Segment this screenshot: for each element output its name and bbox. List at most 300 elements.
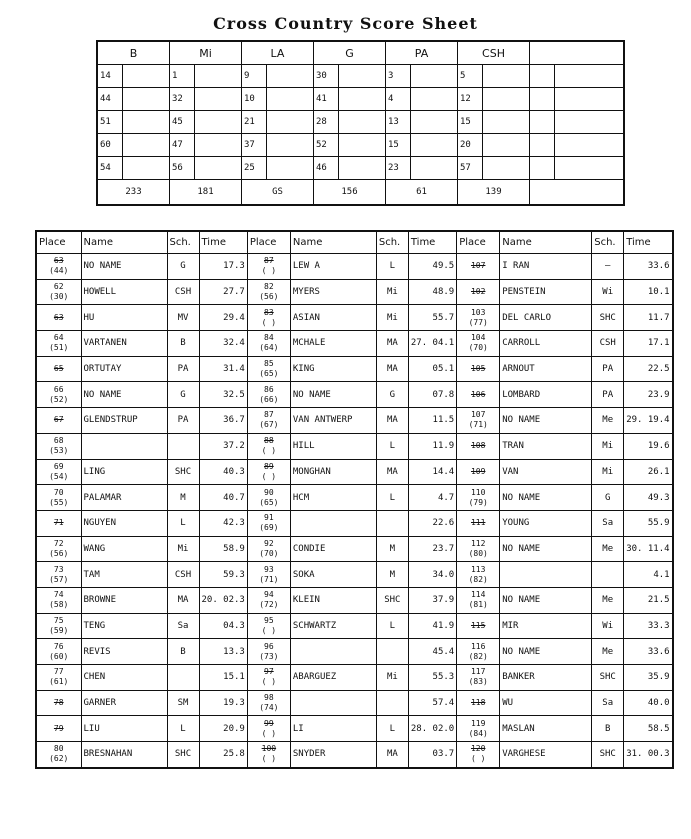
school-code: B xyxy=(167,331,199,357)
finish-time: 49.3 xyxy=(624,485,673,511)
place-cell xyxy=(457,536,500,562)
team-place-blank xyxy=(411,111,458,134)
place-number: 109 xyxy=(470,466,486,476)
finish-time: 31.4 xyxy=(199,356,247,382)
place-cell xyxy=(36,742,81,768)
team-place-number: (65) xyxy=(259,497,279,507)
school-code: MA xyxy=(376,742,408,768)
place-number: 117 xyxy=(470,667,486,677)
place-cell xyxy=(457,690,500,716)
place-number: 87 xyxy=(264,410,274,420)
place-cell xyxy=(457,254,500,280)
place-number: 99 xyxy=(264,718,274,728)
team-place-number: (84) xyxy=(468,728,488,738)
team-code-csh: CSH xyxy=(458,41,530,65)
place-number: 92 xyxy=(264,538,274,548)
team-place-number: (65) xyxy=(259,369,279,379)
place-cell xyxy=(247,459,290,485)
school-code: M xyxy=(167,485,199,511)
team-place-blank xyxy=(123,134,170,157)
school-code: L xyxy=(167,716,199,742)
team-place-number: (83) xyxy=(468,677,488,687)
runner-name: NO NAME xyxy=(81,382,167,408)
school-code: MA xyxy=(376,331,408,357)
finish-time: 48.9 xyxy=(408,279,456,305)
team-place-blank xyxy=(195,134,242,157)
finish-time: 35.9 xyxy=(624,665,673,691)
place-cell xyxy=(247,562,290,588)
header-sch: Sch. xyxy=(167,231,199,254)
school-code: PA xyxy=(592,382,624,408)
school-code: MA xyxy=(376,356,408,382)
team-total xyxy=(530,180,625,206)
team-score-table xyxy=(96,40,625,206)
school-code: G xyxy=(376,382,408,408)
school-code: L xyxy=(376,613,408,639)
team-place: 32 xyxy=(170,88,195,111)
team-place: 15 xyxy=(458,111,483,134)
school-code: SHC xyxy=(592,742,624,768)
place-cell xyxy=(457,433,500,459)
runner-name: MYERS xyxy=(290,279,376,305)
team-place-blank xyxy=(483,88,530,111)
place-number: 97 xyxy=(264,667,274,677)
runner-name: I RAN xyxy=(500,254,592,280)
place-cell xyxy=(36,665,81,691)
school-code: Mi xyxy=(376,279,408,305)
place-number: 84 xyxy=(264,333,274,343)
team-code-mi: Mi xyxy=(170,41,242,65)
finish-time: 55.9 xyxy=(624,510,673,536)
runner-name: SNYDER xyxy=(290,742,376,768)
place-number: 76 xyxy=(53,641,64,651)
runner-name: MONGHAN xyxy=(290,459,376,485)
result-row xyxy=(36,408,673,434)
team-place: 46 xyxy=(314,157,339,180)
team-place-blank xyxy=(555,111,625,134)
team-place: 10 xyxy=(242,88,267,111)
place-cell xyxy=(457,356,500,382)
finish-time: 58.5 xyxy=(624,716,673,742)
team-place-number: (30) xyxy=(49,292,69,302)
runner-name: VAN xyxy=(500,459,592,485)
team-place-number: (44) xyxy=(49,266,69,276)
place-number: 88 xyxy=(264,436,274,446)
runner-name: NGUYEN xyxy=(81,510,167,536)
team-place: 4 xyxy=(386,88,411,111)
finish-time: 20.9 xyxy=(199,716,247,742)
finish-time: 23.9 xyxy=(624,382,673,408)
team-place-number: (81) xyxy=(468,600,488,610)
place-cell xyxy=(457,742,500,768)
team-place-number: ( ) xyxy=(261,446,277,456)
results-header-row xyxy=(36,231,673,254)
result-row xyxy=(36,433,673,459)
team-place-number: (82) xyxy=(468,574,488,584)
runner-name: NO NAME xyxy=(500,536,592,562)
school-code: L xyxy=(376,485,408,511)
result-row xyxy=(36,587,673,613)
team-place-blank xyxy=(483,65,530,88)
runner-name: ASIAN xyxy=(290,305,376,331)
team-place-row xyxy=(97,134,624,157)
team-place-blank xyxy=(195,65,242,88)
team-place-number: (64) xyxy=(259,343,279,353)
finish-time: 17.3 xyxy=(199,254,247,280)
finish-time: 17.1 xyxy=(624,331,673,357)
finish-time: 41.9 xyxy=(408,613,456,639)
runner-name: BANKER xyxy=(500,665,592,691)
result-row xyxy=(36,716,673,742)
place-cell xyxy=(457,613,500,639)
team-place-number: (79) xyxy=(468,497,488,507)
runner-name: YOUNG xyxy=(500,510,592,536)
school-code xyxy=(592,562,624,588)
runner-name xyxy=(290,690,376,716)
team-place-number: (70) xyxy=(468,343,488,353)
team-place-blank xyxy=(555,88,625,111)
finish-time: 21.5 xyxy=(624,587,673,613)
runner-name: CHEN xyxy=(81,665,167,691)
team-place-blank xyxy=(195,88,242,111)
team-place-blank xyxy=(267,134,314,157)
place-number: 95 xyxy=(264,615,274,625)
place-number: 119 xyxy=(470,718,486,728)
place-number: 66 xyxy=(53,384,64,394)
runner-name xyxy=(290,639,376,665)
finish-time: 19.6 xyxy=(624,433,673,459)
place-number: 65 xyxy=(53,364,64,374)
team-place-blank xyxy=(123,65,170,88)
place-cell xyxy=(36,536,81,562)
finish-time: 07.8 xyxy=(408,382,456,408)
finish-time: 4.1 xyxy=(624,562,673,588)
school-code: CSH xyxy=(592,331,624,357)
place-cell xyxy=(247,485,290,511)
team-place: 52 xyxy=(314,134,339,157)
place-cell xyxy=(36,639,81,665)
school-code: Sa xyxy=(592,690,624,716)
team-place: 23 xyxy=(386,157,411,180)
place-number: 120 xyxy=(470,744,486,754)
place-number: 96 xyxy=(264,641,274,651)
place-number: 63 xyxy=(53,256,64,266)
team-place: 13 xyxy=(386,111,411,134)
school-code: L xyxy=(376,716,408,742)
school-code: MA xyxy=(167,587,199,613)
school-code: SHC xyxy=(376,587,408,613)
place-number: 116 xyxy=(470,641,486,651)
finish-time: 58.9 xyxy=(199,536,247,562)
team-place-blank xyxy=(123,88,170,111)
team-code-g: G xyxy=(314,41,386,65)
school-code: SHC xyxy=(592,305,624,331)
place-number: 79 xyxy=(53,723,64,733)
header-place: Place xyxy=(247,231,290,254)
team-score-body xyxy=(97,65,624,206)
school-code: Wi xyxy=(592,613,624,639)
place-cell xyxy=(247,331,290,357)
finish-time: 55.7 xyxy=(408,305,456,331)
runner-name: NO NAME xyxy=(500,639,592,665)
header-sch: Sch. xyxy=(592,231,624,254)
school-code: M xyxy=(376,536,408,562)
finish-time: 33.6 xyxy=(624,254,673,280)
school-code xyxy=(376,510,408,536)
team-place-number: (61) xyxy=(49,677,69,687)
runner-name: NO NAME xyxy=(81,254,167,280)
school-code: Me xyxy=(592,536,624,562)
place-number: 86 xyxy=(264,384,274,394)
place-cell xyxy=(457,382,500,408)
team-place-number: (66) xyxy=(259,394,279,404)
place-cell xyxy=(247,665,290,691)
place-number: 91 xyxy=(264,513,274,523)
team-place-blank xyxy=(483,157,530,180)
school-code: PA xyxy=(167,356,199,382)
result-row xyxy=(36,305,673,331)
place-cell xyxy=(36,408,81,434)
team-place-blank xyxy=(483,134,530,157)
finish-time: 19.3 xyxy=(199,690,247,716)
school-code: MA xyxy=(376,459,408,485)
finish-time: 40.3 xyxy=(199,459,247,485)
place-number: 90 xyxy=(264,487,274,497)
place-cell xyxy=(36,356,81,382)
place-cell xyxy=(457,639,500,665)
runner-name: VARGHESE xyxy=(500,742,592,768)
team-place xyxy=(530,88,555,111)
finish-time: 32.4 xyxy=(199,331,247,357)
finish-time: 27.7 xyxy=(199,279,247,305)
place-number: 100 xyxy=(261,744,277,754)
team-place-number: (69) xyxy=(259,523,279,533)
runner-name: NO NAME xyxy=(500,485,592,511)
result-row xyxy=(36,690,673,716)
place-number: 110 xyxy=(470,487,486,497)
team-place-row xyxy=(97,65,624,88)
place-cell xyxy=(247,716,290,742)
runner-name: KLEIN xyxy=(290,587,376,613)
team-header-row xyxy=(97,41,624,65)
place-cell xyxy=(36,331,81,357)
team-place: 44 xyxy=(97,88,123,111)
result-row xyxy=(36,742,673,768)
team-place: 12 xyxy=(458,88,483,111)
place-cell xyxy=(247,510,290,536)
place-cell xyxy=(36,613,81,639)
team-place-number: ( ) xyxy=(261,625,277,635)
results-body xyxy=(36,254,673,768)
team-place-number: (71) xyxy=(259,574,279,584)
team-place-number: (62) xyxy=(49,754,69,764)
result-row xyxy=(36,331,673,357)
school-code: Mi xyxy=(592,459,624,485)
place-number: 107 xyxy=(470,410,486,420)
place-number: 74 xyxy=(53,590,64,600)
team-place xyxy=(530,134,555,157)
runner-name: LOMBARD xyxy=(500,382,592,408)
place-number: 68 xyxy=(53,436,64,446)
runner-name: KING xyxy=(290,356,376,382)
team-place-blank xyxy=(339,157,386,180)
result-row xyxy=(36,279,673,305)
runner-name: LI xyxy=(290,716,376,742)
place-cell xyxy=(457,562,500,588)
team-place-number: (80) xyxy=(468,548,488,558)
place-number: 89 xyxy=(264,461,274,471)
finish-time: 40.7 xyxy=(199,485,247,511)
team-total: 156 xyxy=(314,180,386,206)
runner-name: BROWNE xyxy=(81,587,167,613)
team-place-number: ( ) xyxy=(470,754,486,764)
result-row xyxy=(36,485,673,511)
team-place xyxy=(530,111,555,134)
finish-time: 11.7 xyxy=(624,305,673,331)
place-number: 71 xyxy=(53,518,64,528)
place-cell xyxy=(36,587,81,613)
team-place-blank xyxy=(267,157,314,180)
team-place: 47 xyxy=(170,134,195,157)
place-number: 113 xyxy=(470,564,486,574)
place-number: 102 xyxy=(470,287,486,297)
team-place-number: (73) xyxy=(259,651,279,661)
place-cell xyxy=(36,279,81,305)
runner-name: GLENDSTRUP xyxy=(81,408,167,434)
team-place-number: ( ) xyxy=(261,754,277,764)
result-row xyxy=(36,665,673,691)
team-total: 181 xyxy=(170,180,242,206)
team-place-number: (72) xyxy=(259,600,279,610)
finish-time: 26.1 xyxy=(624,459,673,485)
header-name: Name xyxy=(81,231,167,254)
place-cell xyxy=(247,279,290,305)
result-row xyxy=(36,510,673,536)
place-number: 67 xyxy=(53,415,64,425)
finish-time: 29. 19.4 xyxy=(624,408,673,434)
finish-time: 20. 02.3 xyxy=(199,587,247,613)
place-number: 63 xyxy=(53,312,64,322)
place-number: 70 xyxy=(53,487,64,497)
school-code xyxy=(376,639,408,665)
team-code-la: LA xyxy=(242,41,314,65)
school-code: PA xyxy=(167,408,199,434)
finish-time: 40.0 xyxy=(624,690,673,716)
place-cell xyxy=(457,408,500,434)
header-time: Time xyxy=(624,231,673,254)
finish-time: 10.1 xyxy=(624,279,673,305)
place-cell xyxy=(247,382,290,408)
team-place-blank xyxy=(483,111,530,134)
team-place-blank xyxy=(339,65,386,88)
finish-time: 14.4 xyxy=(408,459,456,485)
team-place-number: ( ) xyxy=(261,471,277,481)
runner-name: HU xyxy=(81,305,167,331)
runner-name: BRESNAHAN xyxy=(81,742,167,768)
runner-name: PALAMAR xyxy=(81,485,167,511)
finish-time: 22.5 xyxy=(624,356,673,382)
finish-time: 37.2 xyxy=(199,433,247,459)
runner-name: SOKA xyxy=(290,562,376,588)
team-place-number: (56) xyxy=(259,292,279,302)
team-place-number: ( ) xyxy=(261,317,277,327)
place-number: 80 xyxy=(53,744,64,754)
school-code: PA xyxy=(592,356,624,382)
team-place-blank xyxy=(555,157,625,180)
place-cell xyxy=(36,382,81,408)
team-place-blank xyxy=(195,157,242,180)
place-number: 98 xyxy=(264,693,274,703)
place-number: 77 xyxy=(53,667,64,677)
team-place: 54 xyxy=(97,157,123,180)
place-cell xyxy=(247,613,290,639)
place-number: 62 xyxy=(53,282,64,292)
finish-time: 33.6 xyxy=(624,639,673,665)
result-row xyxy=(36,356,673,382)
team-place-number: (57) xyxy=(49,574,69,584)
team-place: 57 xyxy=(458,157,483,180)
school-code: M xyxy=(376,562,408,588)
runner-name: NO NAME xyxy=(500,408,592,434)
school-code xyxy=(167,665,199,691)
team-place: 9 xyxy=(242,65,267,88)
place-number: 114 xyxy=(470,590,486,600)
place-number: 82 xyxy=(264,282,274,292)
school-code: L xyxy=(167,510,199,536)
school-code: G xyxy=(167,254,199,280)
runner-name: NO NAME xyxy=(290,382,376,408)
place-number: 85 xyxy=(264,359,274,369)
team-place-number: (54) xyxy=(49,471,69,481)
team-place-number: (51) xyxy=(49,343,69,353)
team-place-blank xyxy=(555,65,625,88)
team-place-row xyxy=(97,157,624,180)
runner-name: DEL CARLO xyxy=(500,305,592,331)
place-number: 107 xyxy=(470,261,486,271)
header-time: Time xyxy=(408,231,456,254)
place-cell xyxy=(247,254,290,280)
header-place: Place xyxy=(36,231,81,254)
runner-name: REVIS xyxy=(81,639,167,665)
school-code: G xyxy=(167,382,199,408)
runner-name: SCHWARTZ xyxy=(290,613,376,639)
team-place: 28 xyxy=(314,111,339,134)
team-total: 139 xyxy=(458,180,530,206)
place-number: 87 xyxy=(264,256,274,266)
school-code: Wi xyxy=(592,279,624,305)
runner-name: TRAN xyxy=(500,433,592,459)
team-place-number: (71) xyxy=(468,420,488,430)
place-number: 118 xyxy=(470,698,486,708)
place-cell xyxy=(36,305,81,331)
place-number: 73 xyxy=(53,564,64,574)
team-place-blank xyxy=(267,111,314,134)
result-row xyxy=(36,536,673,562)
team-place: 3 xyxy=(386,65,411,88)
school-code: SHC xyxy=(167,459,199,485)
runner-name: CARROLL xyxy=(500,331,592,357)
place-cell xyxy=(247,356,290,382)
team-place-number: ( ) xyxy=(261,728,277,738)
school-code: – xyxy=(592,254,624,280)
place-cell xyxy=(247,587,290,613)
results-table xyxy=(35,230,674,769)
team-place xyxy=(530,157,555,180)
finish-time: 27. 04.1 xyxy=(408,331,456,357)
school-code: Sa xyxy=(167,613,199,639)
finish-time: 23.7 xyxy=(408,536,456,562)
header-place: Place xyxy=(457,231,500,254)
